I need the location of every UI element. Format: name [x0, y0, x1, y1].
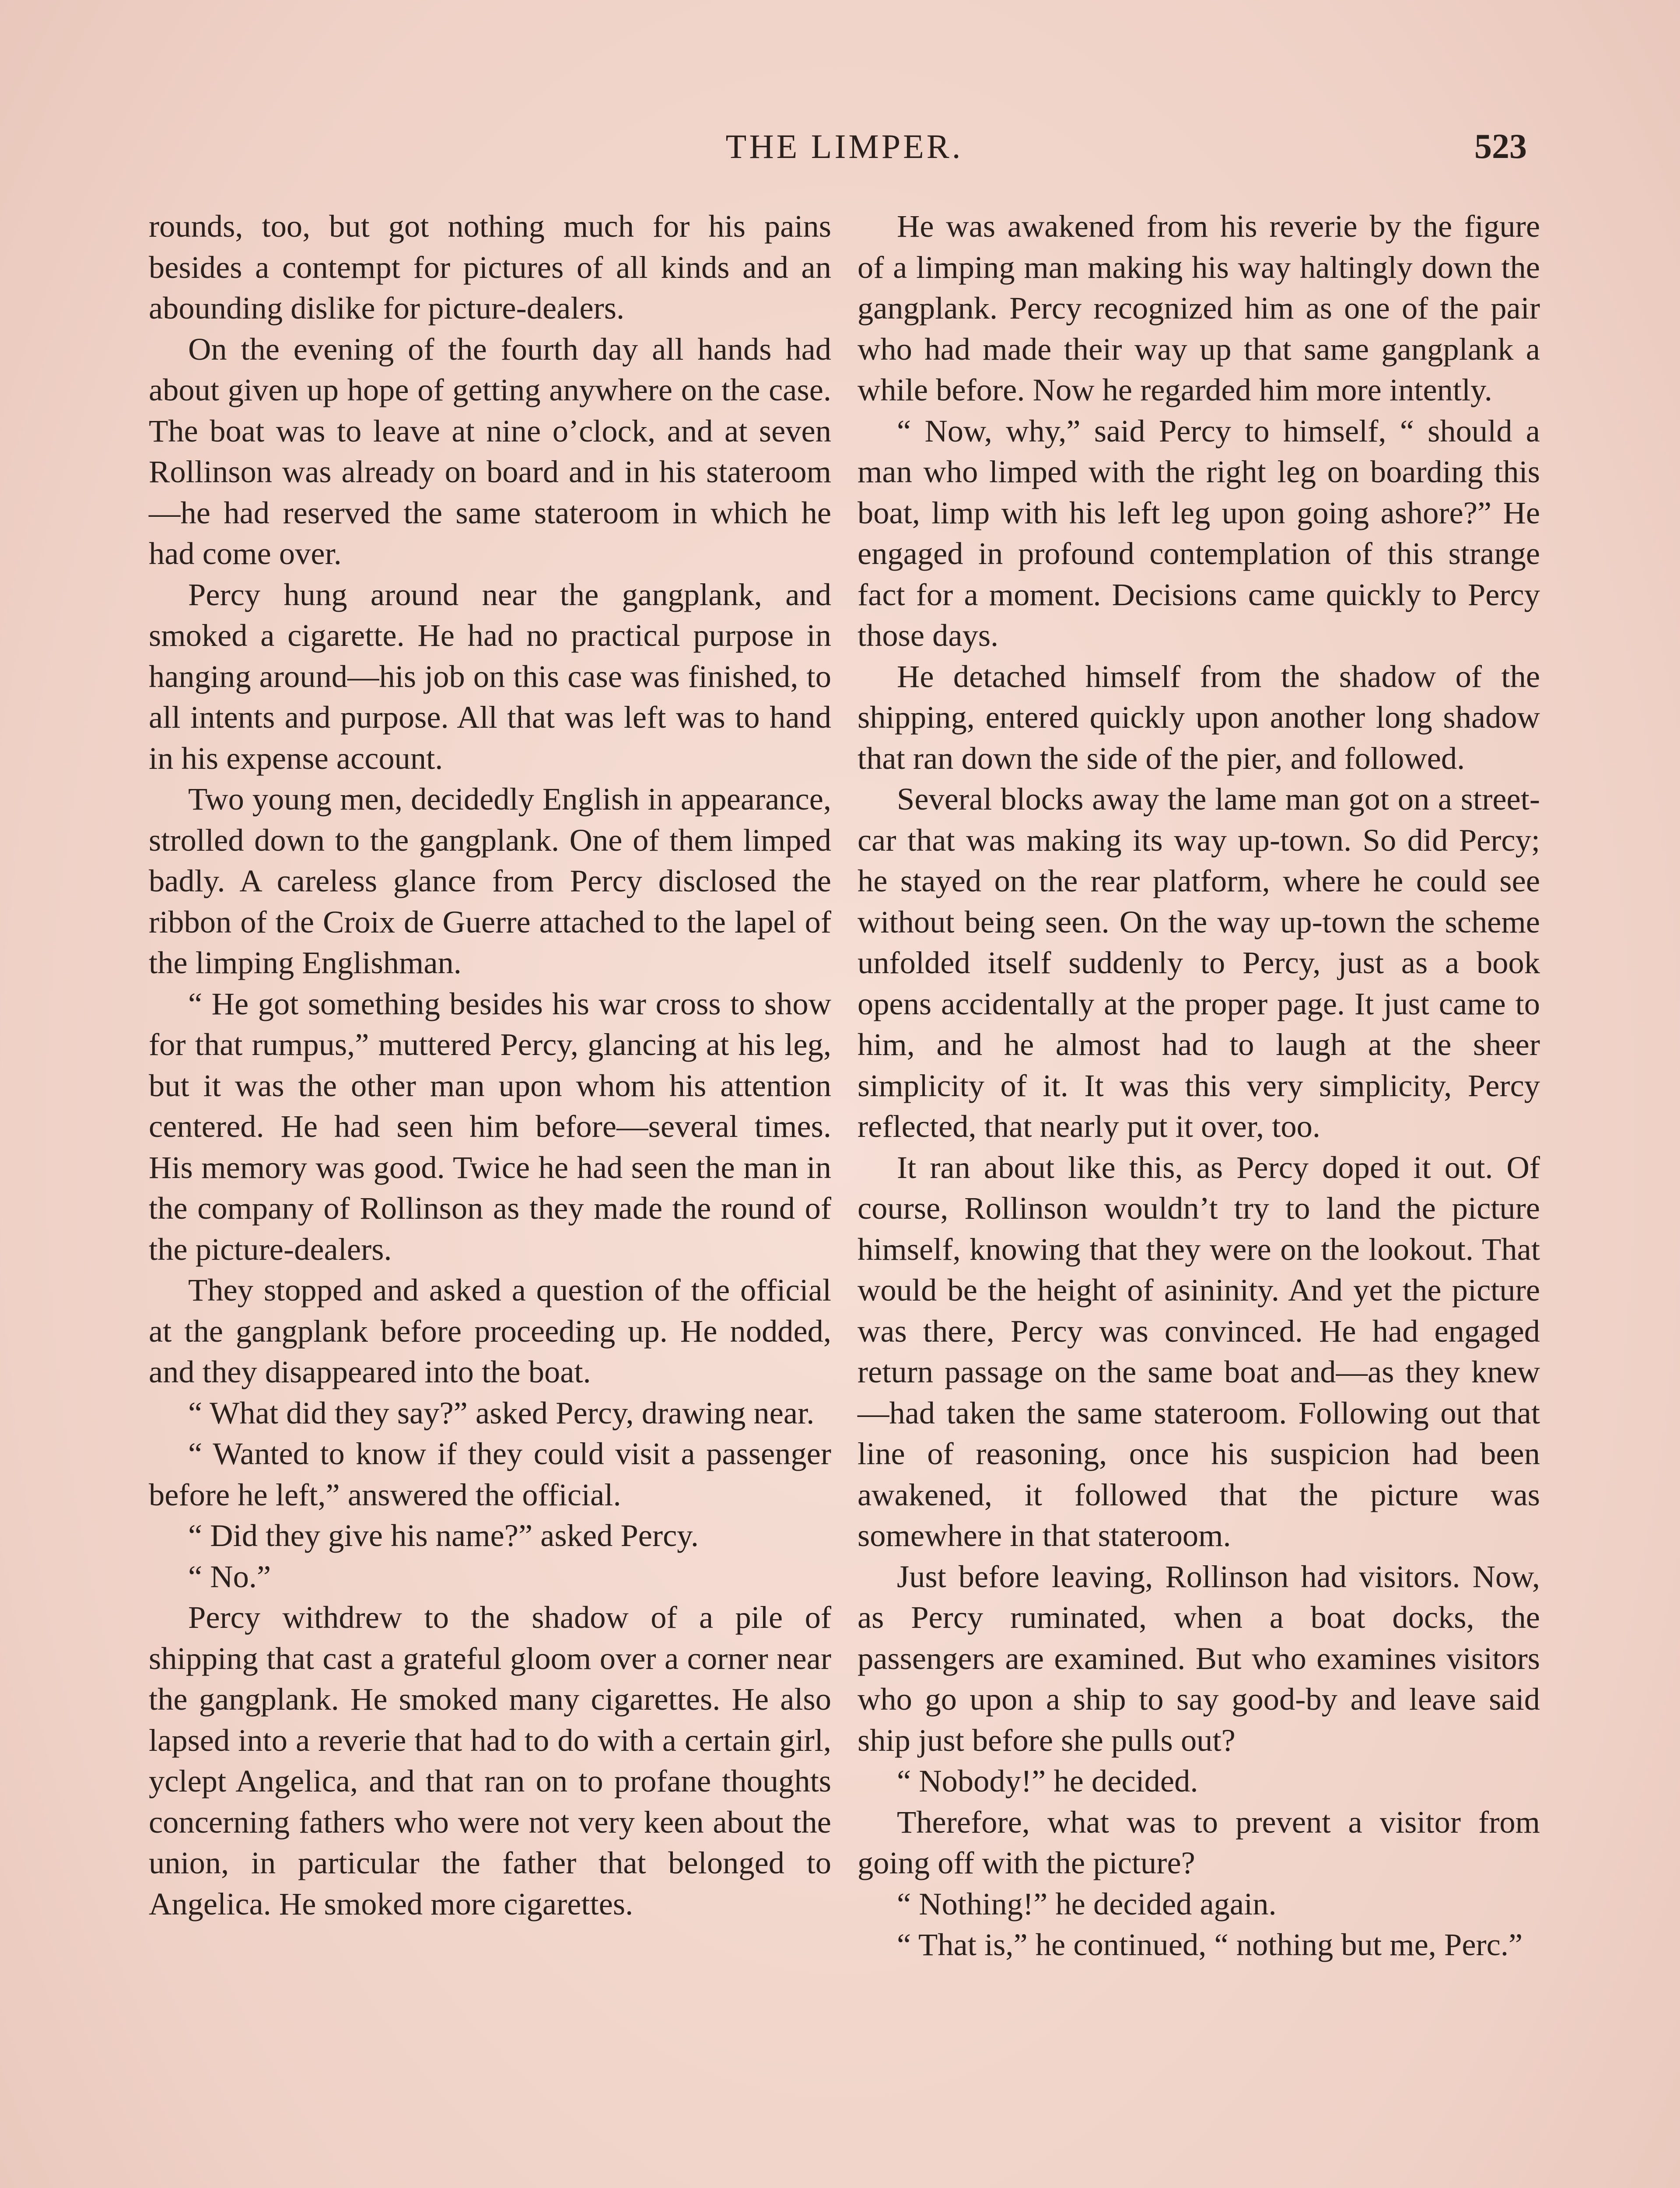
paragraph: It ran about like this, as Percy doped it out. Of course, Rollinson wouldn’t try to land the picture himself, knowing that they were on the lookout. That would be the height of asininity. And yet the picture was there, Percy was convinced. He had engaged return passage on the same boat and—as they knew—had taken the same stateroom. Following out that line of reasoning, once his suspicion had been awakened, it followed that the picture was somewhere in that stateroom. [858, 1149, 1540, 1553]
paragraph: Percy withdrew to the shadow of a pile of shipping that cast a grateful gloom over a corner near the gangplank. He smoked many cigarettes. He also lapsed into a reverie that had to do with a certain girl, yclept Angelica, and that ran on to profane thoughts concerning fathers who were not very keen about the union, in particular the father that belonged to Angelica. He smoked more cigarettes. [149, 1599, 831, 1922]
paragraph: “ He got something besides his war cross to show for that rumpus,” muttered Percy, glancing at his leg, but it was the other man upon whom his attention centered. He had seen him before—several times. His memory was good. Twice he had seen the man in the company of Rollinson as they made the round of the picture-dealers. [149, 985, 831, 1267]
paragraph: “ Wanted to know if they could visit a passenger before he left,” answered the official. [149, 1436, 831, 1512]
paragraph: Just before leaving, Rollinson had visitors. Now, as Percy ruminated, when a boat docks, the passengers are examined. But who examines visitors who go upon a ship to say good-by and leave said ship just before she pulls out? [858, 1558, 1540, 1758]
paragraph: “ Nobody!” he decided. [897, 1763, 1198, 1799]
left-column [149, 206, 831, 1924]
paragraph: Two young men, decidedly English in appearance, strolled down to the gangplank. One of them limped badly. A careless glance from Percy disclosed the ribbon of the Croix de Guerre attached to the lapel of the limping Englishman. [149, 781, 831, 980]
page-header [144, 127, 1544, 175]
paragraph: “ Now, why,” said Percy to himself, “ should a man who limped with the right leg on boarding this boat, limp with his left leg upon going ashore?” He engaged in profound contemplation of this strange fact for a moment. Decisions came quickly to Percy those days. [858, 413, 1540, 653]
paragraph: “ What did they say?” asked Percy, drawing near. [188, 1395, 815, 1431]
paragraph: rounds, too, but got nothing much for his pains besides a contempt for pictures of all kinds and an abounding dislike for picture-dealers. [149, 208, 831, 326]
paragraph: On the evening of the fourth day all hands had about given up hope of getting anywhere on the case. The boat was to leave at nine o’clock, and at seven Rollinson was already on board and in his stateroom—he had reserved the same stateroom in which he had come over. [149, 331, 831, 571]
paragraph: Percy hung around near the gangplank, and smoked a cigarette. He had no practical purpose in hanging around—his job on this case was finished, to all intents and purpose. All that was left was to hand in his expense account. [149, 576, 831, 776]
running-title: THE LIMPER. [725, 127, 963, 165]
paragraph: Therefore, what was to prevent a visitor from going off with the picture? [858, 1804, 1540, 1880]
right-column [858, 206, 1540, 1965]
paragraph: Several blocks away the lame man got on a street-car that was making its way up-town. So did Percy; he stayed on the rear platform, where he could see without being seen. On the way up-town the scheme unfolded itself suddenly to Percy, just as a book opens accidentally at the proper page. It just came to him, and he almost had to laugh at the sheer simplicity of it. It was this very simplicity, Percy reflected, that nearly put it over, too. [858, 781, 1540, 1144]
paragraph: He detached himself from the shadow of the shipping, entered quickly upon another long shadow that ran down the side of the pier, and followed. [858, 658, 1540, 776]
paragraph: “ That is,” he continued, “ nothing but me, Perc.” [897, 1927, 1523, 1962]
paragraph: They stopped and asked a question of the official at the gangplank before proceeding up. He nodded, and they disappeared into the boat. [149, 1272, 831, 1389]
paragraph: “ No.” [188, 1558, 271, 1594]
paragraph: “ Nothing!” he decided again. [897, 1886, 1277, 1922]
paragraph: He was awakened from his reverie by the figure of a limping man making his way haltingly down the gangplank. Percy recognized him as one of the pair who had made their way up that same gangplank a while before. Now he regarded him more intently. [858, 208, 1540, 407]
page-number: 523 [1474, 127, 1527, 166]
paragraph: “ Did they give his name?” asked Percy. [188, 1518, 699, 1553]
